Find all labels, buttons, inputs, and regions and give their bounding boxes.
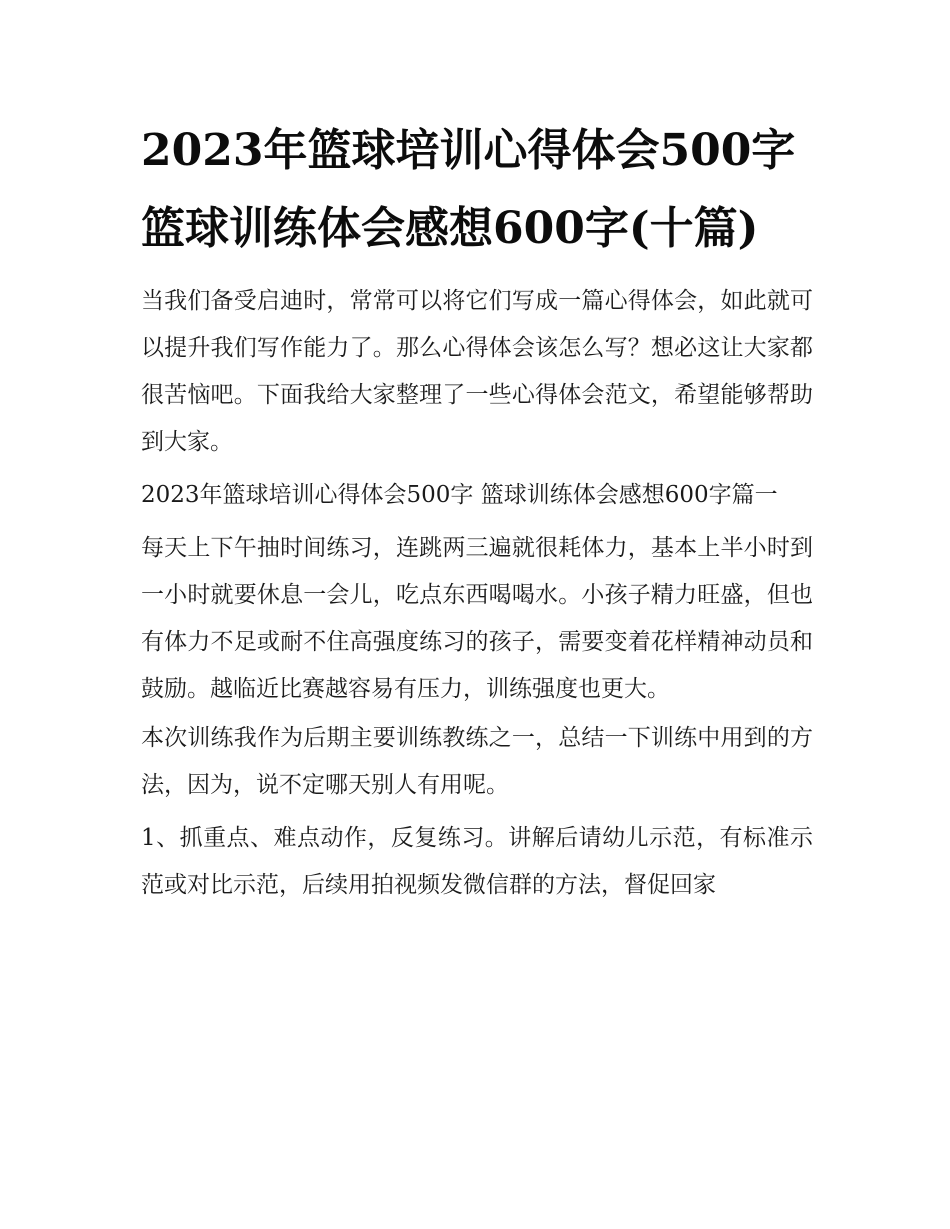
section-heading: 2023年篮球培训心得体会500字 篮球训练体会感想600字篇一 <box>141 482 778 508</box>
intro-paragraph: 当我们备受启迪时，常常可以将它们写成一篇心得体会，如此就可以提升我们写作能力了。那么心得体会该怎么写？想必这让大家都很苦恼吧。下面我给大家整理了一些心得体会范文，希望能够帮助到大家。 <box>141 288 813 455</box>
body-paragraph-1: 每天上下午抽时间练习，连跳两三遍就很耗体力，基本上半小时到一小时就要休息一会儿，吃点东西喝喝水。小孩子精力旺盛，但也有体力不足或耐不住高强度练习的孩子，需要变着花样精神动员和鼓励。越临近比赛越容易有压力，训练强度也更大。 <box>141 535 813 702</box>
document-content <box>141 112 813 909</box>
body-paragraph-2: 本次训练我作为后期主要训练教练之一，总结一下训练中用到的方法，因为，说不定哪天别人有用呢。 <box>141 725 813 798</box>
body-paragraph-3: 1、抓重点、难点动作，反复练习。讲解后请幼儿示范，有标准示范或对比示范，后续用拍视频发微信群的方法，督促回家 <box>141 825 813 898</box>
document-title: 2023年篮球培训心得体会500字 篮球训练体会感想600字(十篇) <box>141 125 796 254</box>
